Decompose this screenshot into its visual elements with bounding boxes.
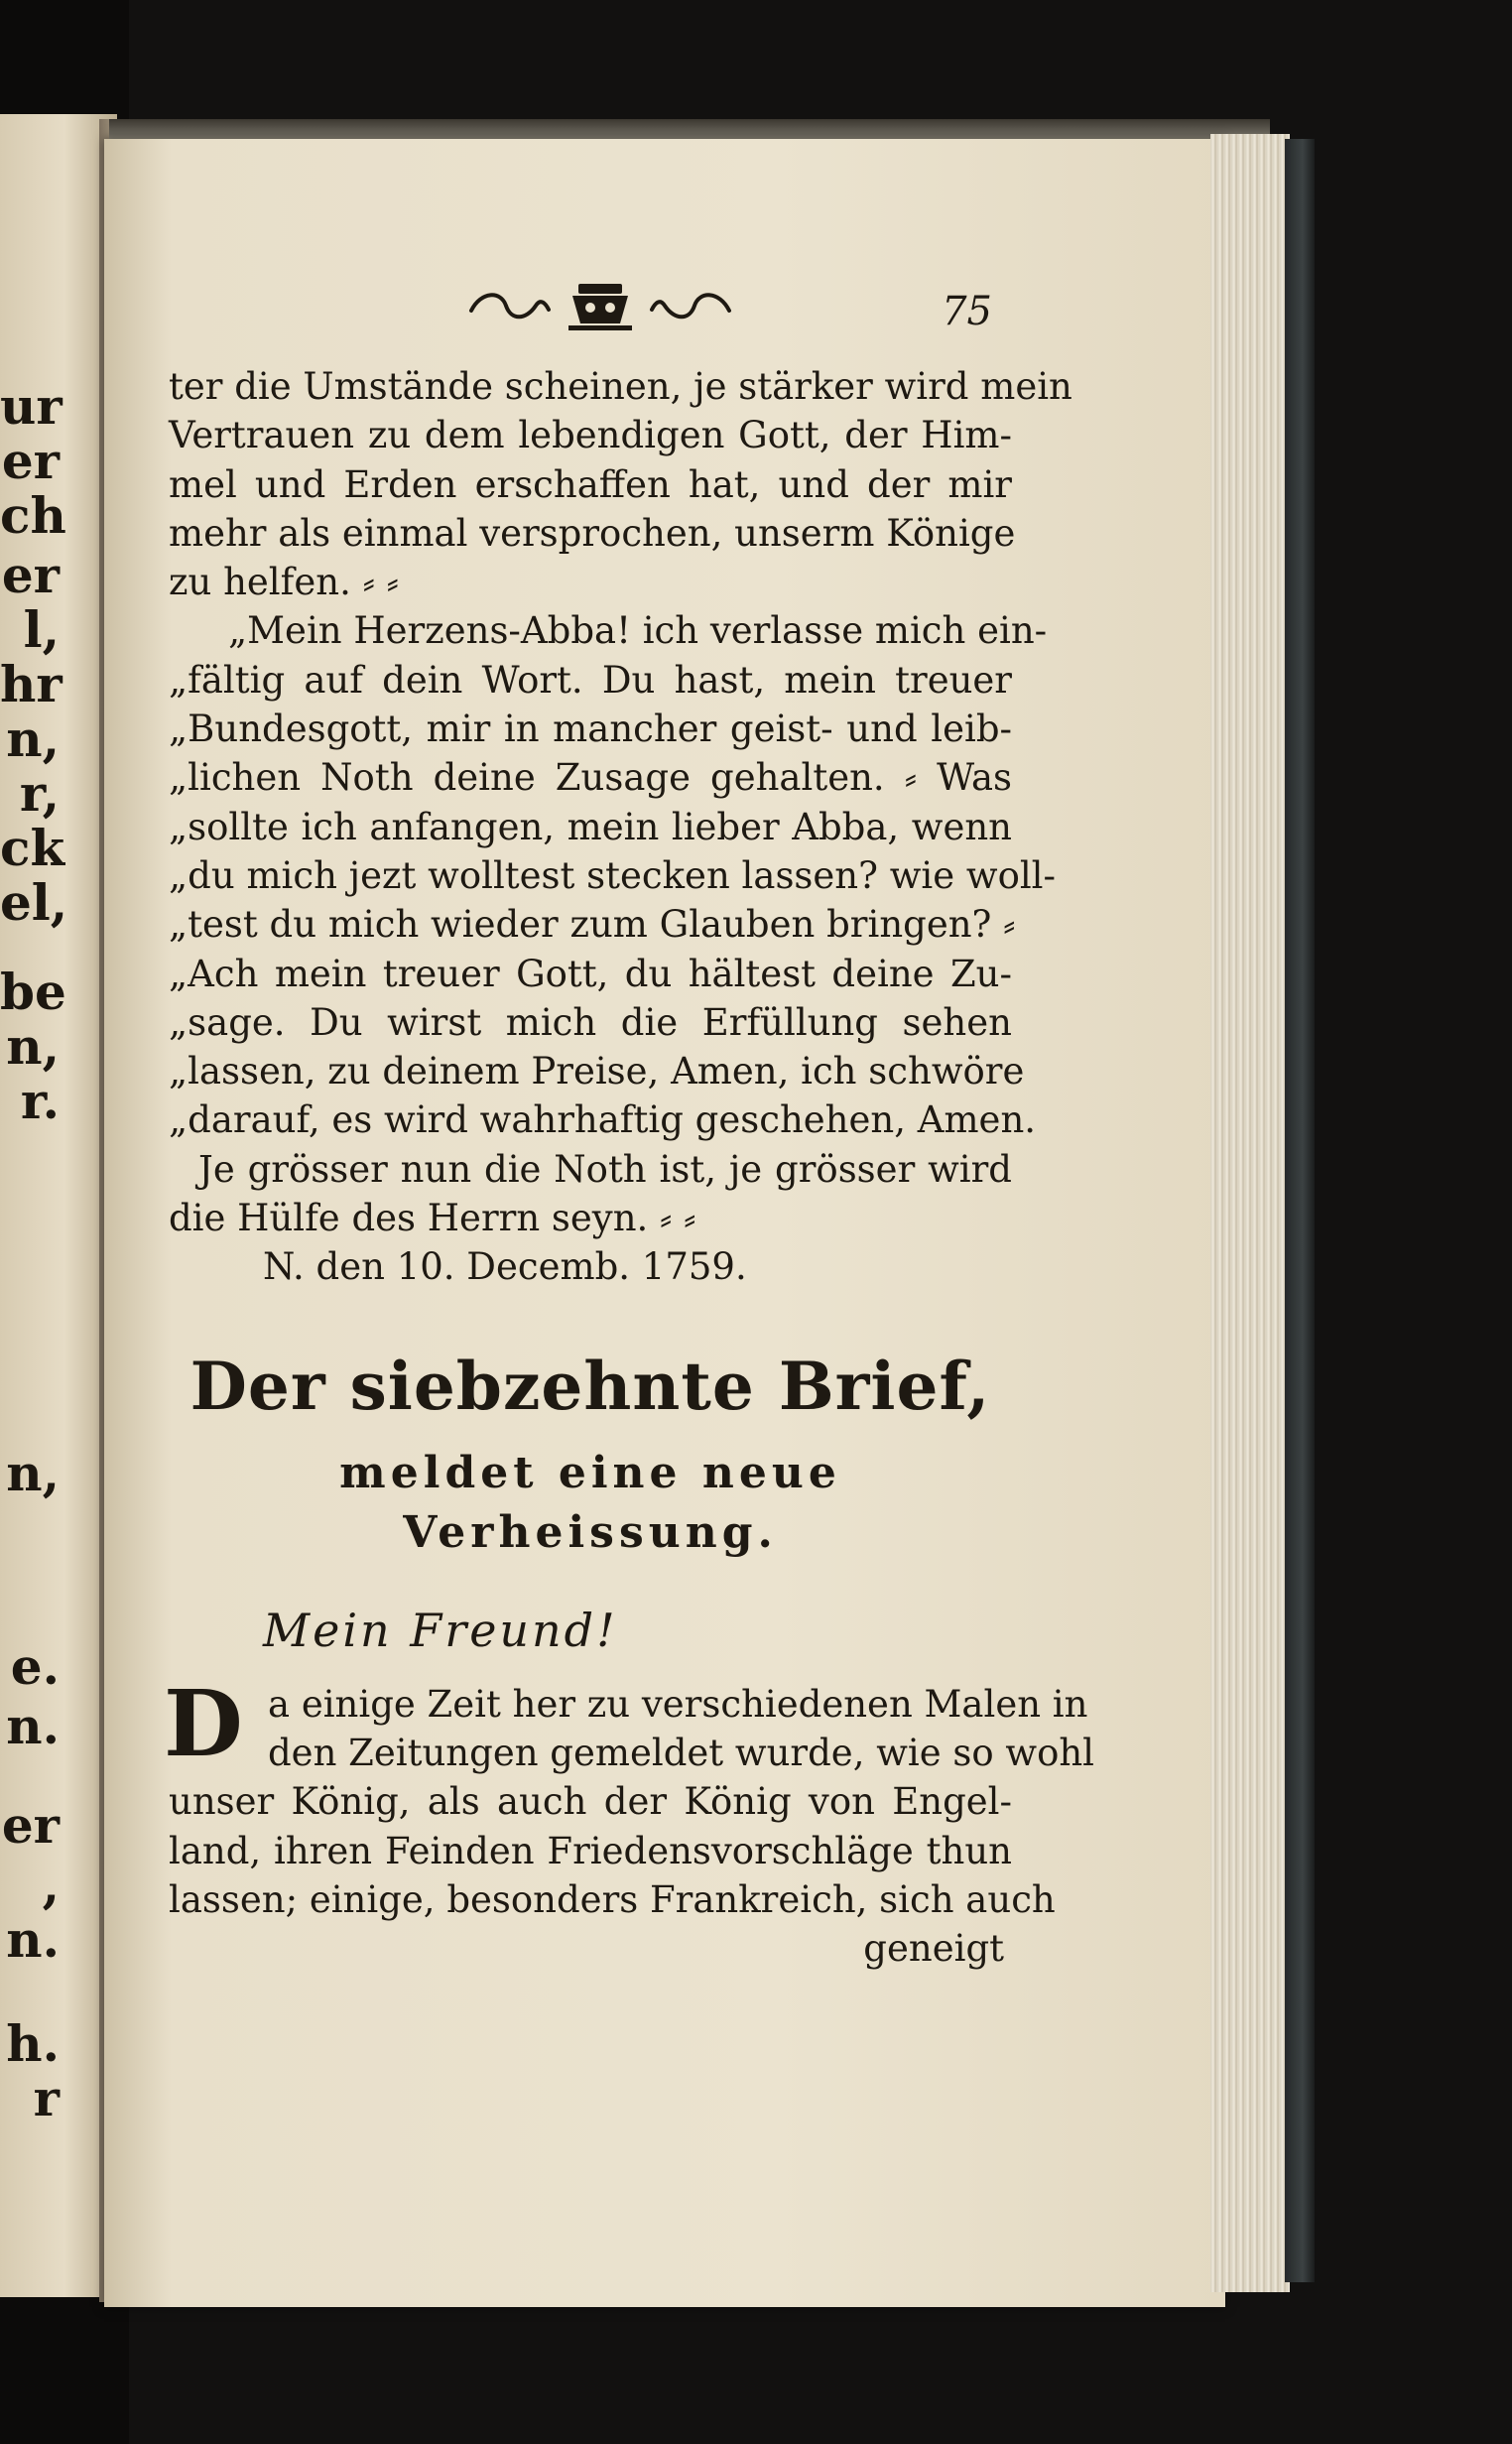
signature-line: N. den 10. Decemb. 1759. <box>263 1245 747 1289</box>
left-page-fragment: n, <box>6 1017 60 1076</box>
letter-subheading: meldet eine neue Verheissung. <box>339 1447 841 1558</box>
left-page-fragment: er <box>1 1796 60 1855</box>
quote-line: „sage. Du wirst mich die Erfüllung sehen <box>169 1000 1012 1044</box>
left-page-fragment: ur <box>0 377 63 436</box>
left-page-fragment: n. <box>6 1910 60 1969</box>
left-page-fragment: e. <box>10 1637 60 1696</box>
quote-line: „Bundesgott, mir in mancher geist- und leib- <box>169 707 1012 751</box>
fleuron-ornament-icon <box>451 276 749 335</box>
letter-line: unser König, als auch der König von Engel- <box>169 1780 1012 1824</box>
letter-paragraph <box>164 1669 1095 1924</box>
left-page-fragment: n. <box>6 1697 60 1755</box>
quote-line: „lichen Noth deine Zusage gehalten. ⸗ Was <box>169 756 1012 800</box>
body-line: mehr als einmal versprochen, unserm Könige <box>169 511 1016 555</box>
letter-line: den Zeitungen gemeldet wurde, wie so wohl <box>268 1731 1095 1774</box>
left-page-fragment: , <box>42 1856 60 1914</box>
letter-heading: Der siebzehnte Brief, <box>189 1347 991 1425</box>
closing-line: Je grösser nun die Noth ist, je grösser wird <box>198 1147 1012 1191</box>
left-page-fragment: n, <box>6 1444 60 1502</box>
left-page-fragment: r, <box>19 764 60 823</box>
body-line: ter die Umstände scheinen, je stärker wird mein <box>169 365 1072 408</box>
letter-line: lassen; einige, besonders Frankreich, sich auch <box>169 1877 1056 1921</box>
quote-line: „Ach mein treuer Gott, du hältest deine Zu- <box>169 952 1012 995</box>
quote-line: „lassen, zu deinem Preise, Amen, ich schwöre <box>169 1050 1025 1093</box>
quote-line: „sollte ich anfangen, mein lieber Abba, wenn <box>169 805 1012 848</box>
page-header <box>169 268 1012 362</box>
left-page-fragment: er <box>1 546 60 604</box>
left-page-fragment: r <box>33 2069 60 2127</box>
catchword: geneigt <box>863 1927 1004 1971</box>
letter-line: a einige Zeit her zu verschiedenen Malen in <box>268 1682 1088 1726</box>
letter-line: land, ihren Feinden Friedensvorschläge thun <box>169 1829 1012 1872</box>
page-number: 75 <box>942 289 992 334</box>
left-page-fragment: ck <box>0 819 65 877</box>
body-line: zu helfen. ⸗ ⸗ <box>169 561 399 604</box>
quote-line: „fältig auf dein Wort. Du hast, mein treuer <box>169 658 1012 702</box>
quote-line: „Mein Herzens-Abba! ich verlasse mich ein- <box>228 609 1048 653</box>
body-line: mel und Erden erschaffen hat, und der mir <box>169 462 1012 506</box>
left-page-fragment: r. <box>20 1072 60 1130</box>
left-page-fragment: hr <box>0 655 63 713</box>
left-page-fragment: be <box>0 963 66 1021</box>
left-page-fragment: n, <box>6 709 60 768</box>
salutation: Mein Freund! <box>263 1603 618 1657</box>
left-page-fragment: l, <box>23 600 60 659</box>
closing-line: die Hülfe des Herrn seyn. ⸗ ⸗ <box>169 1197 696 1240</box>
quote-line: „test du mich wieder zum Glauben bringen? ⸗ <box>169 903 1016 947</box>
quote-line: „du mich jezt wolltest stecken lassen? wie woll- <box>169 853 1057 897</box>
left-page-fragment: h. <box>6 2014 60 2073</box>
book-cover-edge <box>1285 139 1315 2282</box>
page-text <box>164 268 1095 1973</box>
page-fore-edge <box>1210 134 1290 2292</box>
left-page-fragment: er <box>1 432 60 490</box>
left-page-fragment: el, <box>0 873 68 932</box>
quote-line: „darauf, es wird wahrhaftig geschehen, Amen. <box>169 1098 1037 1142</box>
body-line: Vertrauen zu dem lebendigen Gott, der Him- <box>169 414 1012 457</box>
drop-cap: D <box>164 1669 243 1777</box>
left-page-fragment: ch <box>0 486 66 545</box>
